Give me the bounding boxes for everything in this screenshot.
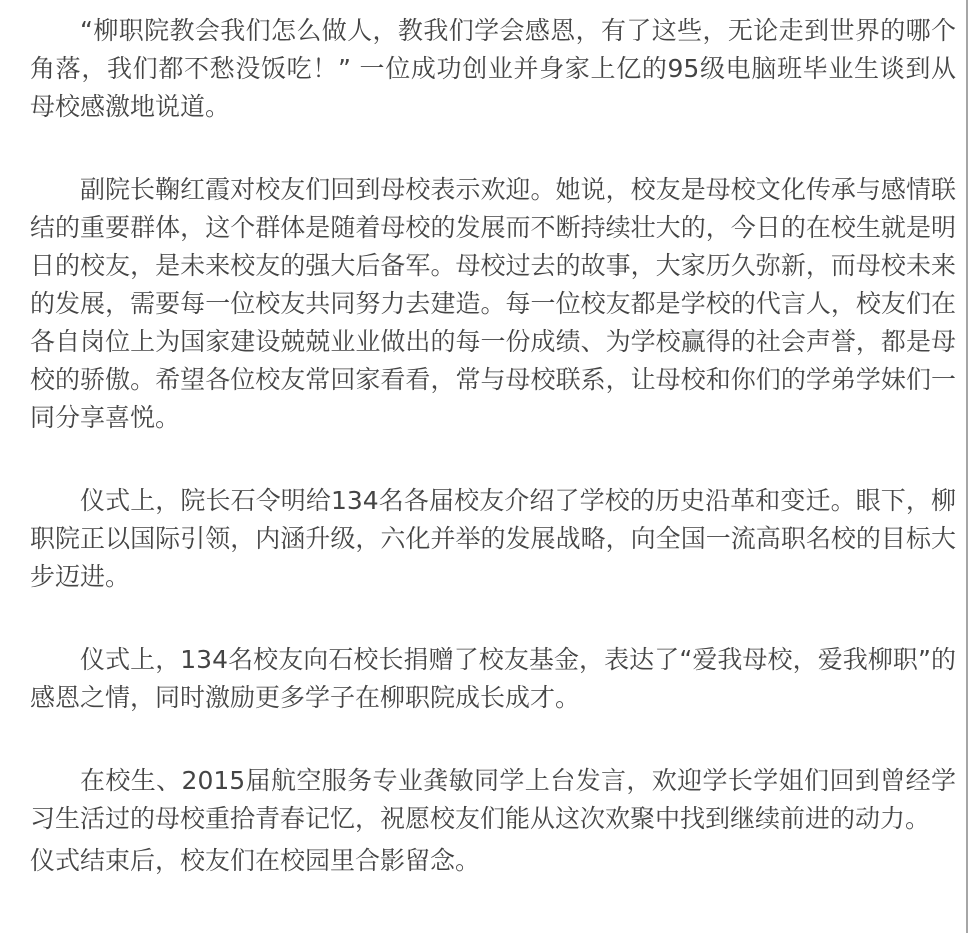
right-border-rule [966, 0, 968, 933]
paragraph-student-speech: 在校生、2015届航空服务专业龚敏同学上台发言，欢迎学长学姐们回到曾经学习生活过的母校重拾青春记忆，祝愿校友们能从这次欢聚中找到继续前进的动力。 [30, 766, 956, 833]
paragraph-alumni-fund: 仪式上，134名校友向石校长捐赠了校友基金，表达了“爱我母校，爱我柳职”的感恩之情，同时激励更多学子在柳职院成长成才。 [30, 645, 956, 712]
article-body [30, 12, 956, 880]
paragraph-vice-president-welcome: 副院长鞠红霞对校友们回到母校表示欢迎。她说，校友是母校文化传承与感情联结的重要群体，这个群体是随着母校的发展而不断持续壮大的，今日的在校生就是明日的校友，是未来校友的强大后备军。母校过去的故事，大家历久弥新，而母校未来的发展，需要每一位校友共同努力去建造。每一位校友都是学校的代言人，校友们在各自岗位上为国家建设兢兢业业做出的每一份成绩、为学校赢得的社会声誉，都是母校的骄傲。希望各位校友常回家看看，常与母校联系，让母校和你们的学弟学妹们一同分享喜悦。 [30, 175, 956, 432]
paragraph-president-history: 仪式上，院长石令明给134名各届校友介绍了学校的历史沿革和变迁。眼下，柳职院正以国际引领，内涵升级，六化并举的发展战略，向全国一流高职名校的目标大步迈进。 [30, 486, 956, 591]
paragraph-quote-graduate: “柳职院教会我们怎么做人，教我们学会感恩，有了这些，无论走到世界的哪个角落，我们都不愁没饭吃！” 一位成功创业并身家上亿的95级电脑班毕业生谈到从母校感激地说道。 [30, 16, 956, 121]
paragraph-closing-photo: 仪式结束后，校友们在校园里合影留念。 [30, 846, 481, 875]
